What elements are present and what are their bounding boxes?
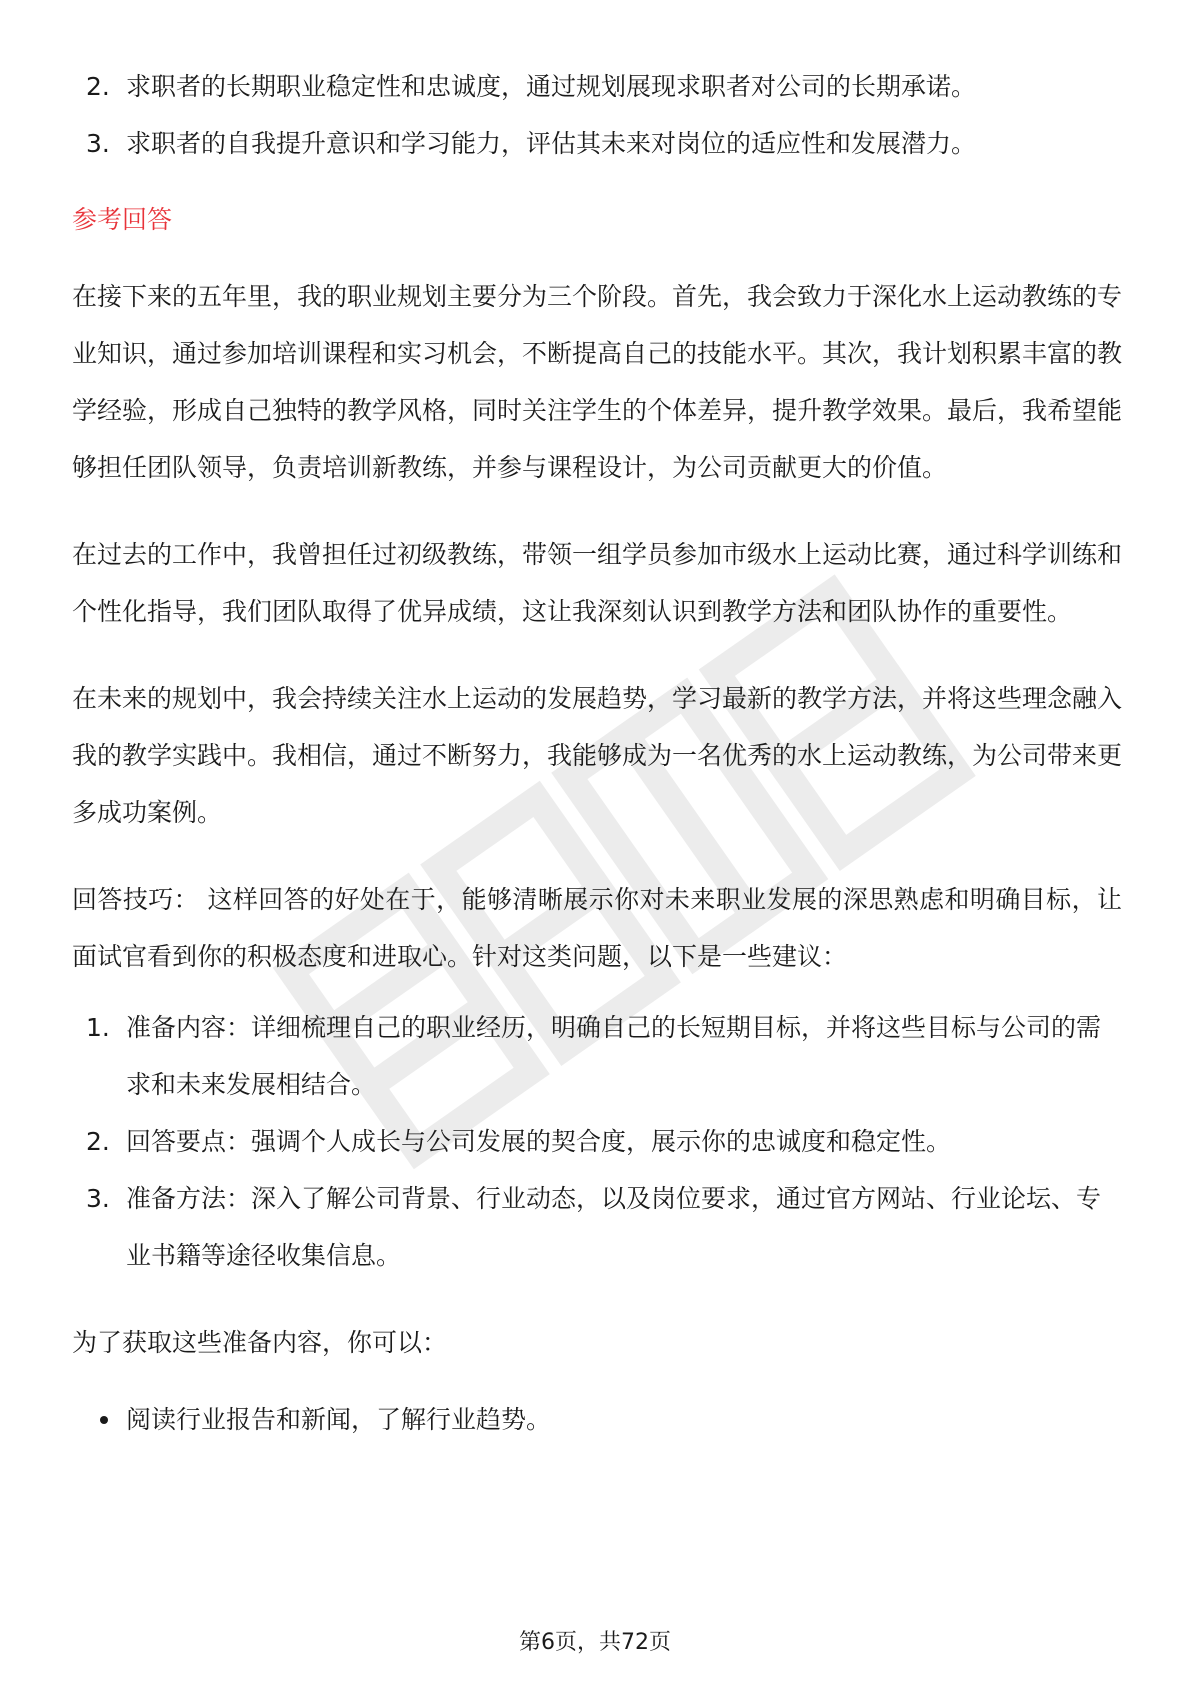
list-item-text: 准备方法：深入了解公司背景、行业动态，以及岗位要求，通过官方网站、行业论坛、专业书籍等途径收集信息。 [126,1184,1102,1270]
list-item-text: 准备内容：详细梳理自己的职业经历，明确自己的长短期目标，并将这些目标与公司的需求和未来发展相结合。 [126,1013,1102,1099]
list-item-text: 阅读行业报告和新闻，了解行业趋势。 [126,1405,552,1434]
list-item [72,1391,1122,1448]
list-marker: 3. [86,129,110,158]
paragraph: 在未来的规划中，我会持续关注水上运动的发展趋势，学习最新的教学方法，并将这些理念融入我的教学实践中。我相信，通过不断努力，我能够成为一名优秀的水上运动教练，为公司带来更多成功案例。 [72,684,1123,827]
document-page [72,58,1122,1448]
bullet-dot-icon [100,1416,108,1424]
list-marker: 3. [86,1184,110,1213]
list-item-text: 回答要点：强调个人成长与公司发展的契合度，展示你的忠诚度和稳定性。 [126,1127,952,1156]
list-marker: 1. [86,1013,110,1042]
list-marker: 2. [86,1127,110,1156]
list-item [72,58,1122,115]
list-marker: 2. [86,72,110,101]
paragraph: 为了获取这些准备内容，你可以： [72,1328,448,1357]
list-item-text: 求职者的长期职业稳定性和忠诚度，通过规划展现求职者对公司的长期承诺。 [126,72,977,101]
list-item [72,999,1122,1113]
paragraph: 在接下来的五年里，我的职业规划主要分为三个阶段。首先，我会致力于深化水上运动教练的专业知识，通过参加培训课程和实习机会，不断提高自己的技能水平。其次，我计划积累丰富的教学经验，形成自己独特的教学风格，同时关注学生的个体差异，提升教学效果。最后，我希望能够担任团队领导，负责培训新教练，并参与课程设计，为公司贡献更大的价值。 [72,282,1123,482]
list-item [72,1170,1122,1284]
list-item [72,1113,1122,1170]
paragraph: 在过去的工作中，我曾担任过初级教练，带领一组学员参加市级水上运动比赛，通过科学训练和个性化指导，我们团队取得了优异成绩，这让我深刻认识到教学方法和团队协作的重要性。 [72,540,1123,626]
section-heading: 参考回答 [72,205,173,234]
list-item [72,115,1122,172]
tips-numbered-list [72,999,1122,1284]
top-numbered-list [72,58,1122,172]
list-item-text: 求职者的自我提升意识和学习能力，评估其未来对岗位的适应性和发展潜力。 [126,129,977,158]
paragraph: 回答技巧： 这样回答的好处在于，能够清晰展示你对未来职业发展的深思熟虑和明确目标，让面试官看到你的积极态度和进取心。针对这类问题，以下是一些建议： [72,885,1122,971]
page-footer: 第6页，共72页 [519,1630,671,1655]
bullet-list [72,1391,1122,1448]
